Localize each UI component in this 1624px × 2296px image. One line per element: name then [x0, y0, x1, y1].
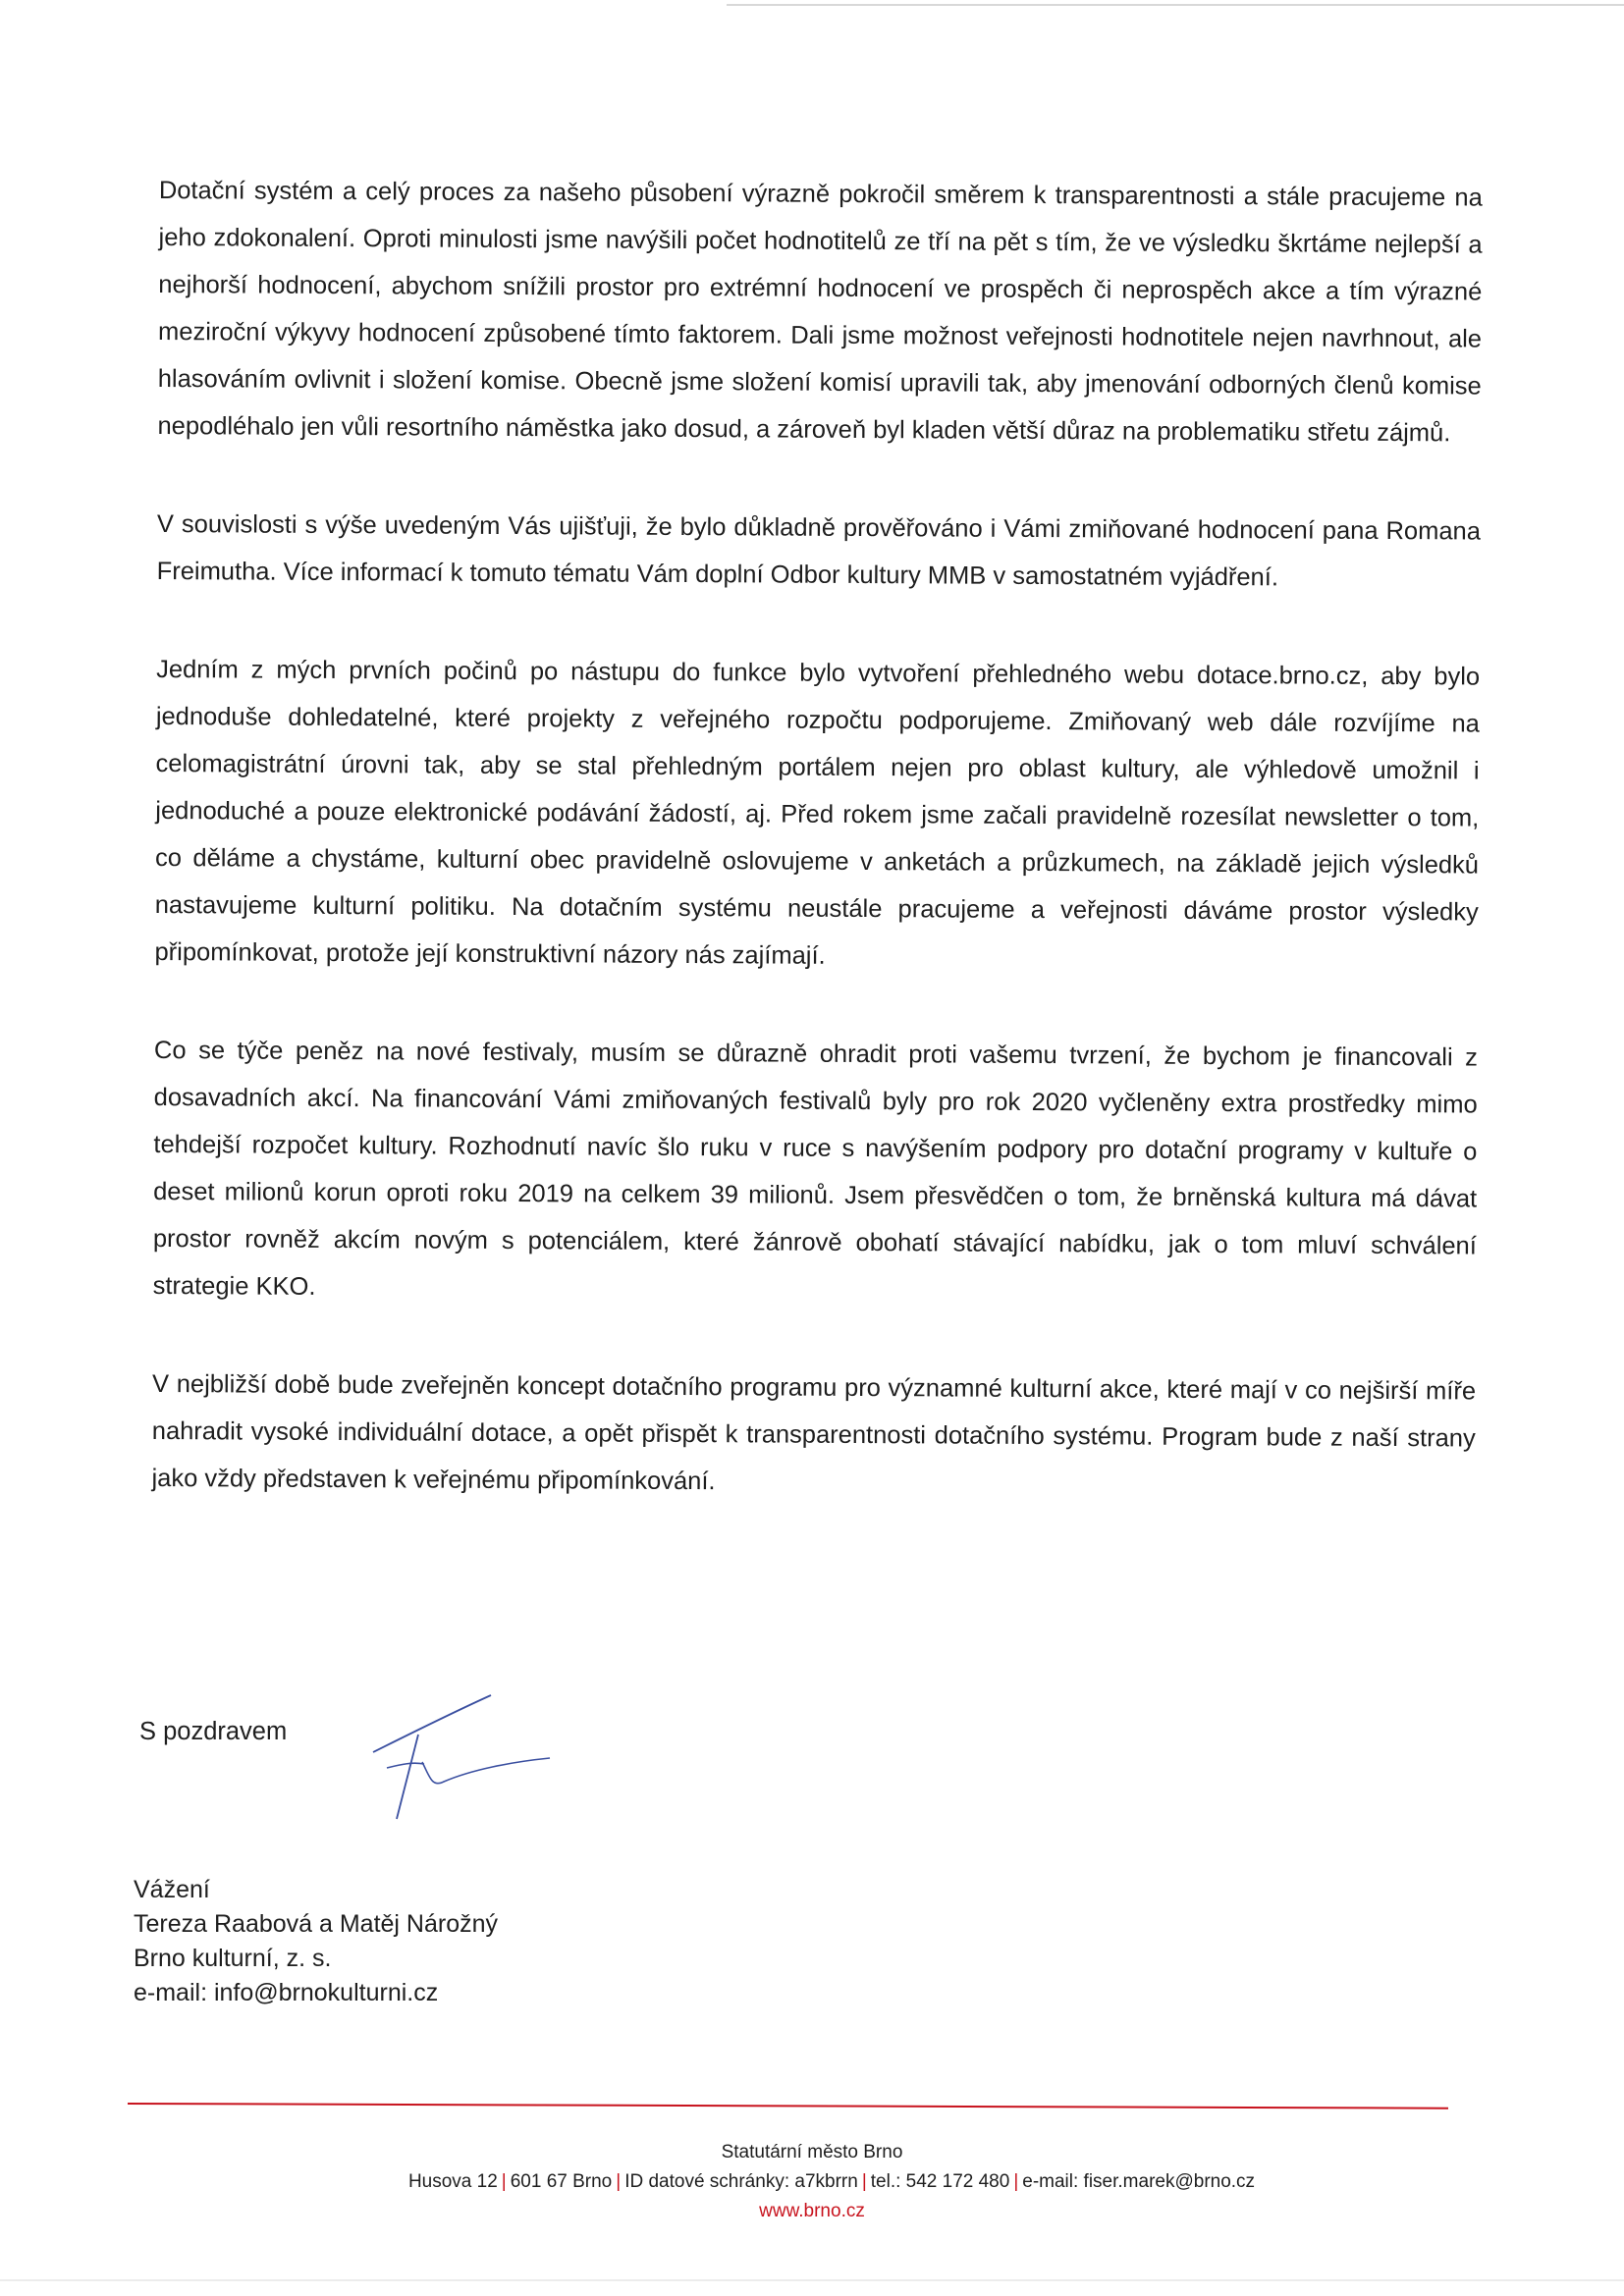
bottom-scan-line: [0, 2279, 1624, 2281]
footer-separator: |: [1013, 2171, 1019, 2192]
closing-greeting: S pozdravem: [139, 1718, 288, 1745]
paragraph-web-dotace: Jedním z mých prvních počinů po nástupu do funkce bylo vytvoření přehledného webu dotace.brno.cz, aby bylo jednoduše dohledatelné, které projekty z veřejného rozpočtu podporujeme. Zmiňovaný web dále rozvíjíme na celomagistrátní úrovni tak, aby se stal přehledným portálem nejen pro oblast kultury, ale výhledově umožnil i jednoduché a pouze elektronické podávání žádostí, aj. Před rokem jsme začali pravidelně rozesílat newsletter o tom, co děláme a chystáme, kulturní obec pravidelně oslovujeme v anketách a průzkumech, na základě jejich výsledků nastavujeme kulturní politiku. Na dotačním systému neustále pracujeme a veřejnosti dáváme prostor výsledky připomínkovat, protože její konstruktivní názory nás zajímají.: [154, 655, 1481, 970]
recipient-names: Tereza Raabová a Matěj Nárožný: [134, 1910, 499, 1938]
paragraph-hodnoceni: V souvislosti s výše uvedeným Vás ujišťuji, že bylo důkladně prověřováno i Vámi zmiňované hodnocení pana Romana Freimutha. Více informací k tomuto tématu Vám doplní Odbor kultury MMB v samostatném vyjádření.: [156, 509, 1482, 592]
footer-institution: Statutární město Brno: [721, 2142, 903, 2163]
recipient-block: [134, 1873, 498, 2010]
footer: [0, 2138, 1624, 2226]
footer-databox: ID datové schránky: a7kbrrn: [624, 2171, 858, 2192]
paragraph-koncept: V nejbližší době bude zveřejněn koncept dotačního programu pro významné kulturní akce, které mají v co nejširší míře nahradit vysoké individuální dotace, a opět přispět k transparentnosti dotačního systému. Program bude z naší strany jako vždy představen k veřejnému připomínkování.: [151, 1369, 1477, 1496]
footer-contact-line: [0, 2167, 1624, 2197]
footer-divider: [128, 2103, 1448, 2109]
footer-separator: |: [861, 2171, 867, 2192]
paragraph-dotacni-system: Dotační systém a celý proces za našeho působení výrazně pokročil směrem k transparentnosti a stále pracujeme na jeho zdokonalení. Oproti minulosti jsme navýšili počet hodnotitelů ze tří na pět s tím, že ve výsledku škrtáme nejlepší a nejhorší hodnocení, abychom snížili prostor pro extrémní hodnocení ve prospěch či neprospěch akce a tím výrazné meziroční výkyvy hodnocení způsobené tímto faktorem. Dali jsme možnost veřejnosti hodnotitele nejen navrhnout, ale hlasováním ovlivnit i složení komise. Obecně jsme složení komisí upravili tak, aby jmenování odborných členů komise nepodléhalo jen vůli resortního náměstka jako dosud, a zároveň byl kladen větší důraz na problematiku střetu zájmů.: [157, 176, 1483, 448]
top-scan-line: [727, 4, 1624, 6]
recipient-organization: Brno kulturní, z. s.: [134, 1945, 332, 1972]
letter-body: [151, 167, 1483, 1561]
footer-email: e-mail: fiser.marek@brno.cz: [1022, 2171, 1256, 2192]
signature: [353, 1683, 560, 1826]
footer-phone: tel.: 542 172 480: [870, 2171, 1010, 2192]
paragraph-festivaly: Co se týče peněz na nové festivaly, musím se důrazně ohradit proti vašemu tvrzení, že bychom je financovali z dosavadních akcí. Na financování Vámi zmiňovaných festivalů byly pro rok 2020 vyčleněny extra prostředky mimo tehdejší rozpočet kultury. Rozhodnutí navíc šlo ruku v ruce s navýšením podpory pro dotační programy v kultuře o deset milionů korun oproti roku 2019 na celkem 39 milionů. Jsem přesvědčen o tom, že brněnská kultura má dávat prostor rovněž akcím novým s potenciálem, které žánrově obohatí stávající nabídku, jak o tom mluví schválení strategie KKO.: [152, 1036, 1479, 1301]
footer-separator: |: [616, 2171, 622, 2192]
recipient-email: e-mail: info@brnokulturni.cz: [134, 1979, 439, 2006]
footer-separator: |: [501, 2171, 507, 2192]
footer-address: Husova 12: [407, 2171, 498, 2192]
footer-postal: 601 67 Brno: [510, 2171, 613, 2192]
recipient-salutation: Vážení: [134, 1876, 210, 1903]
footer-web: www.brno.cz: [759, 2201, 865, 2221]
